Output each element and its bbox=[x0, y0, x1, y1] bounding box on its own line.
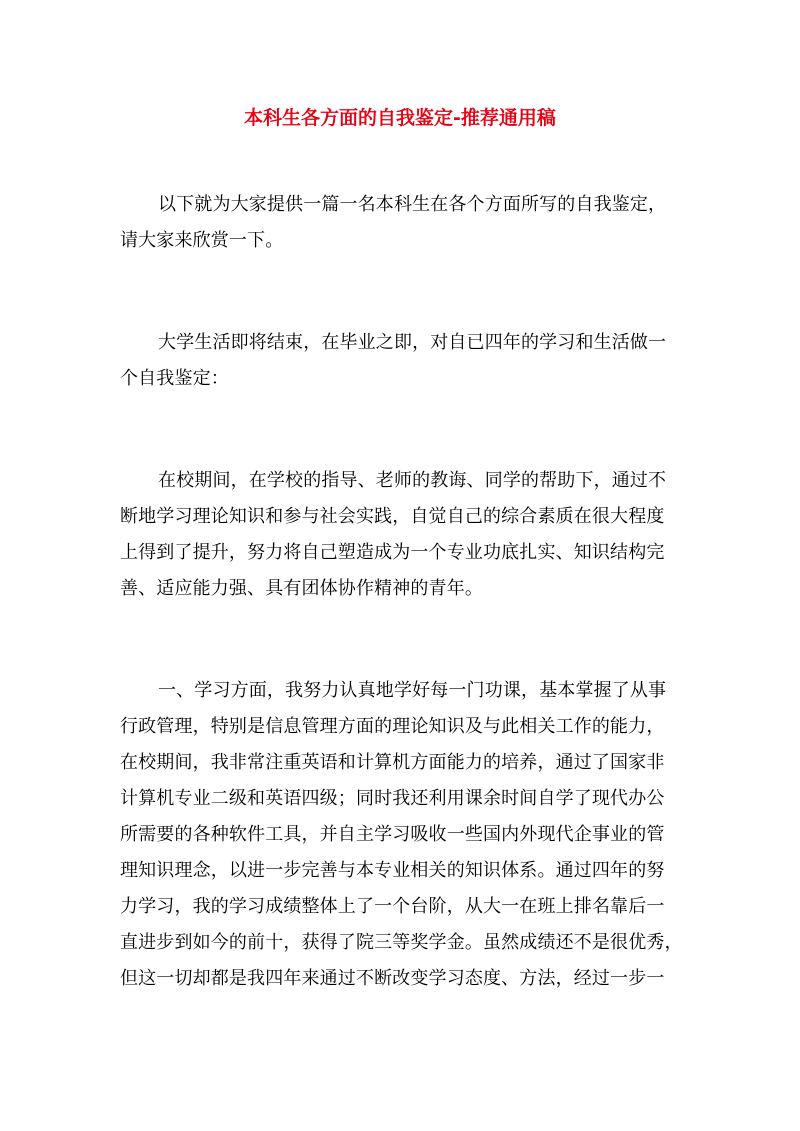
paragraph-line: 大学生活即将结束，在毕业之即，对自已四年的学习和生活做一 bbox=[158, 332, 667, 353]
paragraph-study bbox=[120, 673, 690, 997]
paragraph-line: 断地学习理论知识和参与社会实践，自觉自己的综合素质在很大程度 bbox=[120, 506, 665, 527]
paragraph-line: 所需要的各种软件工具，并自主学习吸收一些国内外现代企事业的管 bbox=[120, 824, 665, 845]
paragraph-line: 个自我鉴定： bbox=[120, 368, 229, 389]
paragraph-line: 以下就为大家提供一篇一名本科生在各个方面所写的自我鉴定， bbox=[158, 194, 667, 215]
paragraph-line: 善、适应能力强、具有团体协作精神的青年。 bbox=[120, 578, 483, 599]
paragraph-line: 上得到了提升，努力将自己塑造成为一个专业功底扎实、知识结构完 bbox=[120, 542, 665, 563]
paragraph-line: 计算机专业二级和英语四级；同时我还利用课余时间自学了现代办公 bbox=[120, 788, 665, 809]
paragraph-line: 行政管理，特别是信息管理方面的理论知识及与此相关工作的能力， bbox=[120, 716, 665, 737]
paragraph-line: 一、学习方面，我努力认真地学好每一门功课，基本掌握了从事 bbox=[158, 680, 667, 701]
paragraph-line: 在校期间，在学校的指导、老师的教诲、同学的帮助下，通过不 bbox=[158, 470, 667, 491]
paragraph-intro bbox=[120, 187, 690, 259]
paragraph-line: 请大家来欣赏一下。 bbox=[120, 230, 284, 251]
document-body bbox=[120, 187, 690, 1063]
document-title: 本科生各方面的自我鉴定-推荐通用稿 bbox=[244, 107, 556, 129]
paragraph-line: 理知识理念，以进一步完善与本专业相关的知识体系。通过四年的努 bbox=[120, 860, 665, 881]
paragraph-line: 直进步到如今的前十，获得了院三等奖学金。虽然成绩还不是很优秀， bbox=[120, 932, 683, 953]
paragraph-line: 在校期间，我非常注重英语和计算机方面能力的培养，通过了国家非 bbox=[120, 752, 665, 773]
paragraph-general bbox=[120, 463, 690, 607]
paragraph-line: 力学习，我的学习成绩整体上了一个台阶，从大一在班上排名靠后一 bbox=[120, 896, 665, 917]
paragraph-summary bbox=[120, 325, 690, 397]
paragraph-line: 但这一切却都是我四年来通过不断改变学习态度、方法，经过一步一 bbox=[120, 968, 665, 989]
